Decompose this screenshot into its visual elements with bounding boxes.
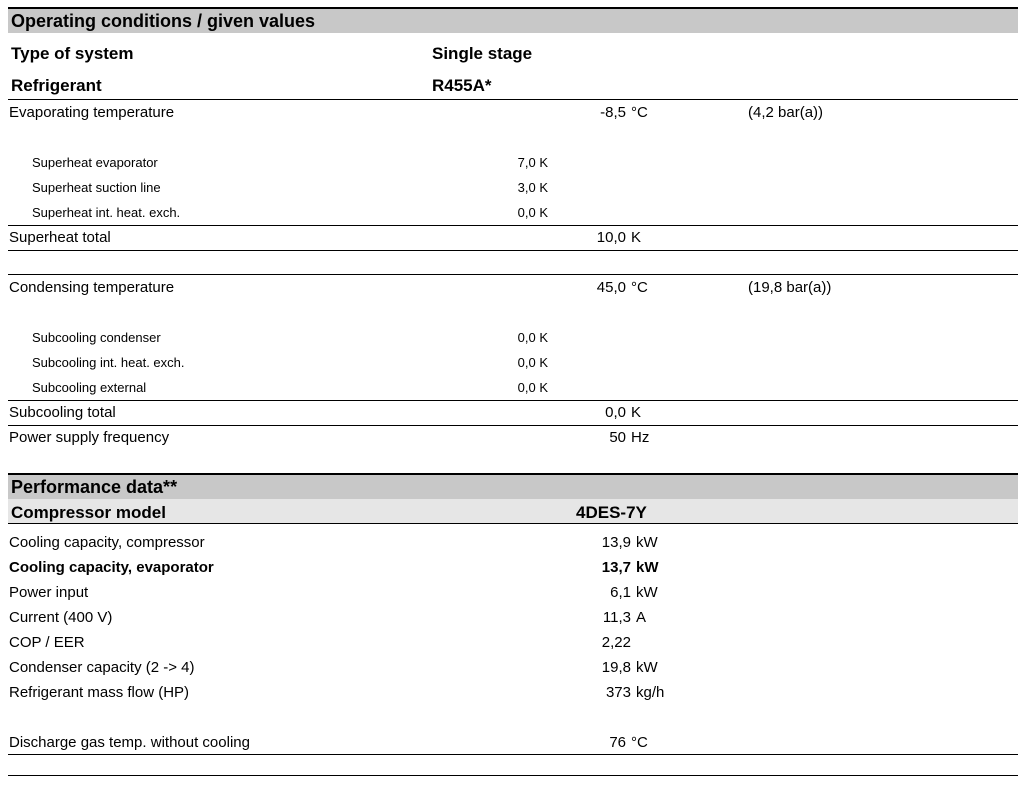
condenser-capacity-label: Condenser capacity (2 -> 4) bbox=[9, 659, 195, 676]
subcooling-condenser-label: Subcooling condenser bbox=[32, 330, 161, 345]
refrigerant-value: R455A* bbox=[432, 76, 492, 95]
current-unit: A bbox=[636, 609, 647, 626]
divider bbox=[8, 274, 1018, 275]
divider bbox=[8, 99, 1018, 100]
subcooling-total-value: 0,0 bbox=[605, 404, 626, 421]
power-supply-frequency-value: 50 bbox=[609, 429, 626, 446]
compressor-model-value: 4DES-7Y bbox=[576, 503, 647, 522]
power-input-label: Power input bbox=[9, 584, 89, 601]
condensing-temperature-unit: °C bbox=[631, 279, 648, 296]
cooling-capacity-evaporator-value: 13,7 bbox=[601, 559, 631, 576]
superheat-suction-line-value: 3,0 K bbox=[517, 180, 548, 195]
condensing-pressure: (19,8 bar(a)) bbox=[748, 279, 832, 296]
evaporating-temperature-unit: °C bbox=[631, 104, 648, 121]
cop-eer-label: COP / EER bbox=[9, 634, 85, 651]
compressor-model-label: Compressor model bbox=[11, 503, 166, 522]
evaporating-temperature-label: Evaporating temperature bbox=[9, 104, 175, 121]
superheat-total-value: 10,0 bbox=[596, 229, 626, 246]
type-of-system-value: Single stage bbox=[432, 44, 533, 63]
subcooling-condenser-value: 0,0 K bbox=[517, 330, 548, 345]
subcooling-total-unit: K bbox=[631, 404, 642, 421]
refrigerant-mass-flow-value: 373 bbox=[605, 684, 631, 701]
evaporating-temperature-value: -8,5 bbox=[600, 104, 626, 121]
current-label: Current (400 V) bbox=[9, 609, 113, 626]
subcooling-external-label: Subcooling external bbox=[32, 380, 147, 395]
superheat-total-label: Superheat total bbox=[9, 229, 111, 246]
refrigerant-mass-flow-unit: kg/h bbox=[636, 684, 665, 701]
cooling-capacity-evaporator-unit: kW bbox=[636, 559, 659, 576]
divider bbox=[8, 425, 1018, 426]
divider bbox=[8, 775, 1018, 776]
power-supply-frequency-unit: Hz bbox=[631, 429, 650, 446]
superheat-evaporator-value: 7,0 K bbox=[517, 155, 548, 170]
discharge-gas-temp-label: Discharge gas temp. without cooling bbox=[9, 734, 250, 751]
divider bbox=[8, 225, 1018, 226]
condenser-capacity-value: 19,8 bbox=[601, 659, 631, 676]
condenser-capacity-unit: kW bbox=[636, 659, 658, 676]
discharge-gas-temp-unit: °C bbox=[631, 734, 648, 751]
subcooling-total-label: Subcooling total bbox=[9, 404, 116, 421]
current-value: 11,3 bbox=[602, 609, 631, 626]
performance-data-header bbox=[8, 473, 1018, 499]
power-input-value: 6,1 bbox=[610, 584, 631, 601]
type-of-system-label: Type of system bbox=[11, 44, 134, 63]
evaporating-pressure: (4,2 bar(a)) bbox=[748, 104, 824, 121]
subcooling-int-heat-exch-value: 0,0 K bbox=[517, 355, 548, 370]
cooling-capacity-compressor-label: Cooling capacity, compressor bbox=[9, 534, 205, 551]
power-supply-frequency-label: Power supply frequency bbox=[9, 429, 170, 446]
subcooling-external-value: 0,0 K bbox=[517, 380, 548, 395]
refrigerant-mass-flow-label: Refrigerant mass flow (HP) bbox=[9, 684, 190, 701]
cooling-capacity-compressor-unit: kW bbox=[636, 534, 658, 551]
operating-conditions-header bbox=[8, 7, 1018, 33]
divider bbox=[8, 400, 1018, 401]
superheat-int-heat-exch-value: 0,0 K bbox=[517, 205, 548, 220]
superheat-suction-line-label: Superheat suction line bbox=[32, 180, 161, 195]
power-input-unit: kW bbox=[636, 584, 658, 601]
superheat-int-heat-exch-label: Superheat int. heat. exch. bbox=[32, 205, 181, 220]
divider bbox=[8, 523, 1018, 524]
superheat-total-unit: K bbox=[631, 229, 642, 246]
refrigerant-label: Refrigerant bbox=[11, 76, 102, 95]
cop-eer-value: 2,22 bbox=[601, 634, 631, 651]
cooling-capacity-compressor-value: 13,9 bbox=[601, 534, 631, 551]
cooling-capacity-evaporator-label: Cooling capacity, evaporator bbox=[9, 559, 214, 576]
superheat-evaporator-label: Superheat evaporator bbox=[32, 155, 158, 170]
condensing-temperature-label: Condensing temperature bbox=[9, 279, 175, 296]
divider bbox=[8, 250, 1018, 251]
condensing-temperature-value: 45,0 bbox=[596, 279, 626, 296]
subcooling-int-heat-exch-label: Subcooling int. heat. exch. bbox=[32, 355, 185, 370]
operating-conditions-title: Operating conditions / given values bbox=[11, 11, 316, 31]
divider bbox=[8, 754, 1018, 755]
performance-data-title: Performance data** bbox=[11, 477, 178, 497]
discharge-gas-temp-value: 76 bbox=[609, 734, 626, 751]
